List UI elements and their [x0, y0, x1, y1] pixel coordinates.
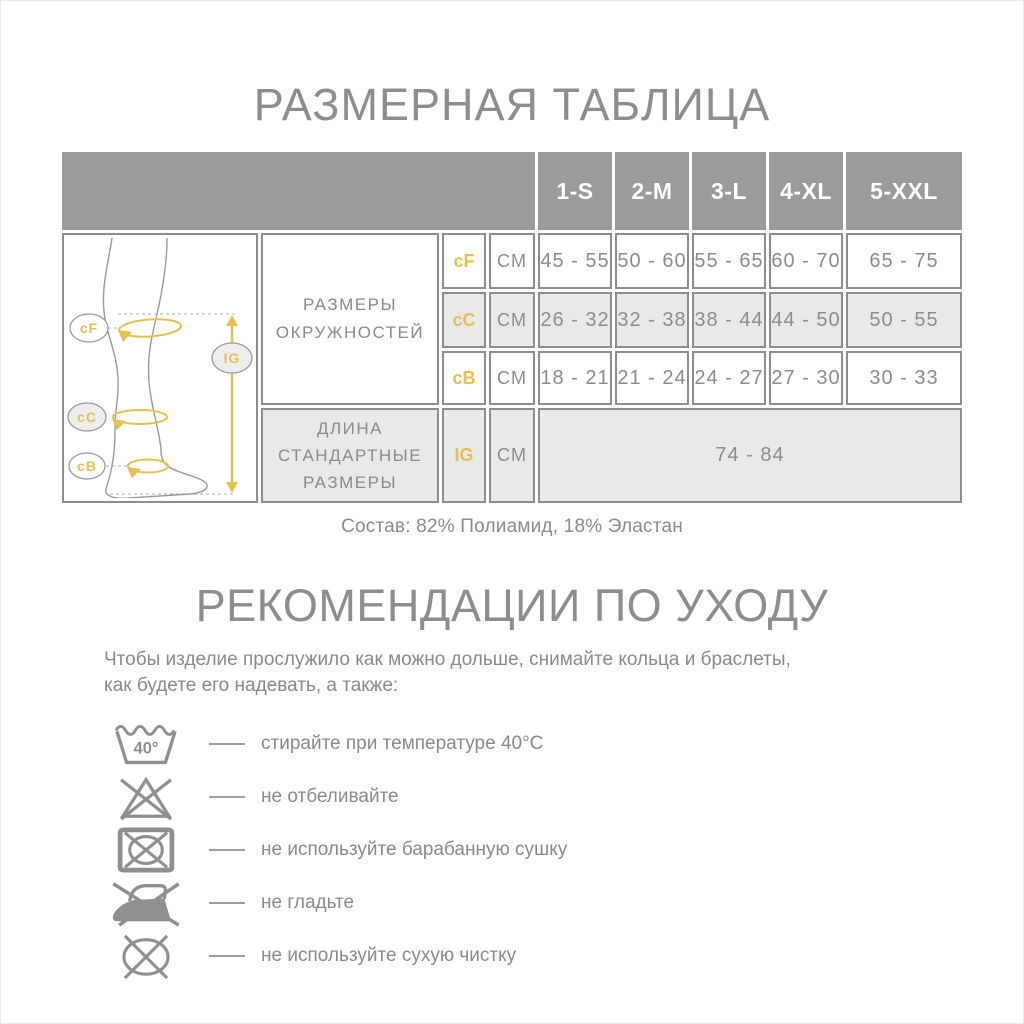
ig-diagram-label: IG	[223, 350, 241, 366]
care-item-wash-40	[101, 721, 1023, 767]
circumference-sizes-label: РАЗМЕРЫ ОКРУЖНОСТЕЙ	[261, 233, 439, 405]
care-item-dash	[209, 849, 245, 851]
cf-value-1-s: 45 - 55	[538, 233, 612, 289]
care-intro-text	[104, 647, 1023, 699]
care-instructions-list	[101, 721, 1023, 979]
care-item-dash	[209, 743, 245, 745]
care-item-no-tumble-dry	[101, 827, 1023, 873]
composition-text: Состав: 82% Полиамид, 18% Эластан	[341, 516, 683, 537]
row-cf-unit: CM	[489, 233, 535, 289]
cc-value-2-m: 32 - 38	[615, 292, 689, 348]
size-table-title: РАЗМЕРНАЯ ТАБЛИЦА	[253, 79, 771, 130]
cf-value-2-m: 50 - 60	[615, 233, 689, 289]
cb-value-2-m: 21 - 24	[615, 351, 689, 405]
cf-value-3-l: 55 - 65	[692, 233, 766, 289]
size-header-2-m: 2-M	[615, 152, 689, 230]
cc-value-5-xxl: 50 - 55	[846, 292, 962, 348]
cf-value-4-xl: 60 - 70	[769, 233, 843, 289]
length-standard-sizes-label: ДЛИНА СТАНДАРТНЫЕ РАЗМЕРЫ	[261, 408, 439, 503]
no-tumble-dry-icon	[116, 826, 176, 874]
row-cc-unit: CM	[489, 292, 535, 348]
size-table-header-blank	[62, 152, 535, 230]
row-cb-unit: CM	[489, 351, 535, 405]
row-ig-key: IG	[442, 408, 486, 503]
care-item-label: не отбеливайте	[261, 786, 399, 808]
cb-diagram-label: cB	[77, 458, 97, 474]
care-item-label: не гладьте	[261, 892, 355, 914]
cb-value-3-l: 24 - 27	[692, 351, 766, 405]
care-item-no-dry-clean	[101, 933, 1023, 979]
cb-value-1-s: 18 - 21	[538, 351, 612, 405]
care-item-dash	[209, 902, 245, 904]
no-iron-icon	[110, 878, 182, 928]
wash-40-icon	[113, 721, 179, 767]
no-dry-clean-icon	[117, 933, 175, 979]
size-header-3-l: 3-L	[692, 152, 766, 230]
care-item-label: не используйте сухую чистку	[261, 945, 517, 967]
size-header-5-xxl: 5-XXL	[846, 152, 962, 230]
row-ig-unit: CM	[489, 408, 535, 503]
leg-diagram-drawing	[66, 238, 254, 498]
ig-arrow	[226, 315, 238, 493]
cb-value-5-xxl: 30 - 33	[846, 351, 962, 405]
cc-value-1-s: 26 - 32	[538, 292, 612, 348]
care-item-dash	[209, 796, 245, 798]
cb-value-4-xl: 27 - 30	[769, 351, 843, 405]
size-header-4-xl: 4-XL	[769, 152, 843, 230]
cc-value-4-xl: 44 - 50	[769, 292, 843, 348]
leg-measurement-diagram	[62, 233, 258, 503]
no-bleach-icon	[117, 773, 175, 821]
cc-value-3-l: 38 - 44	[692, 292, 766, 348]
care-intro-line2: как будете его надевать, а также:	[104, 675, 399, 697]
cf-diagram-label: cF	[79, 320, 99, 336]
row-cc-key: cC	[442, 292, 486, 348]
diagram-label-ovals	[68, 314, 252, 479]
care-item-label: стирайте при температуре 40°C	[261, 733, 544, 755]
size-table	[62, 152, 962, 503]
care-item-no-bleach	[101, 774, 1023, 820]
wash-temperature-value: 40°	[133, 740, 159, 759]
size-header-1-s: 1-S	[538, 152, 612, 230]
cf-value-5-xxl: 65 - 75	[846, 233, 962, 289]
row-cf-key: cF	[442, 233, 486, 289]
row-cb-key: cB	[442, 351, 486, 405]
care-recommendations-title: РЕКОМЕНДАЦИИ ПО УХОДУ	[195, 580, 829, 631]
care-item-no-iron	[101, 880, 1023, 926]
care-intro-line1: Чтобы изделие прослужило как можно дольше, снимайте кольца и браслеты,	[104, 649, 791, 670]
care-item-dash	[209, 955, 245, 957]
ig-value-all-sizes: 74 - 84	[538, 408, 962, 503]
cc-diagram-label: cC	[77, 409, 97, 425]
care-item-label: не используйте барабанную сушку	[261, 839, 568, 861]
